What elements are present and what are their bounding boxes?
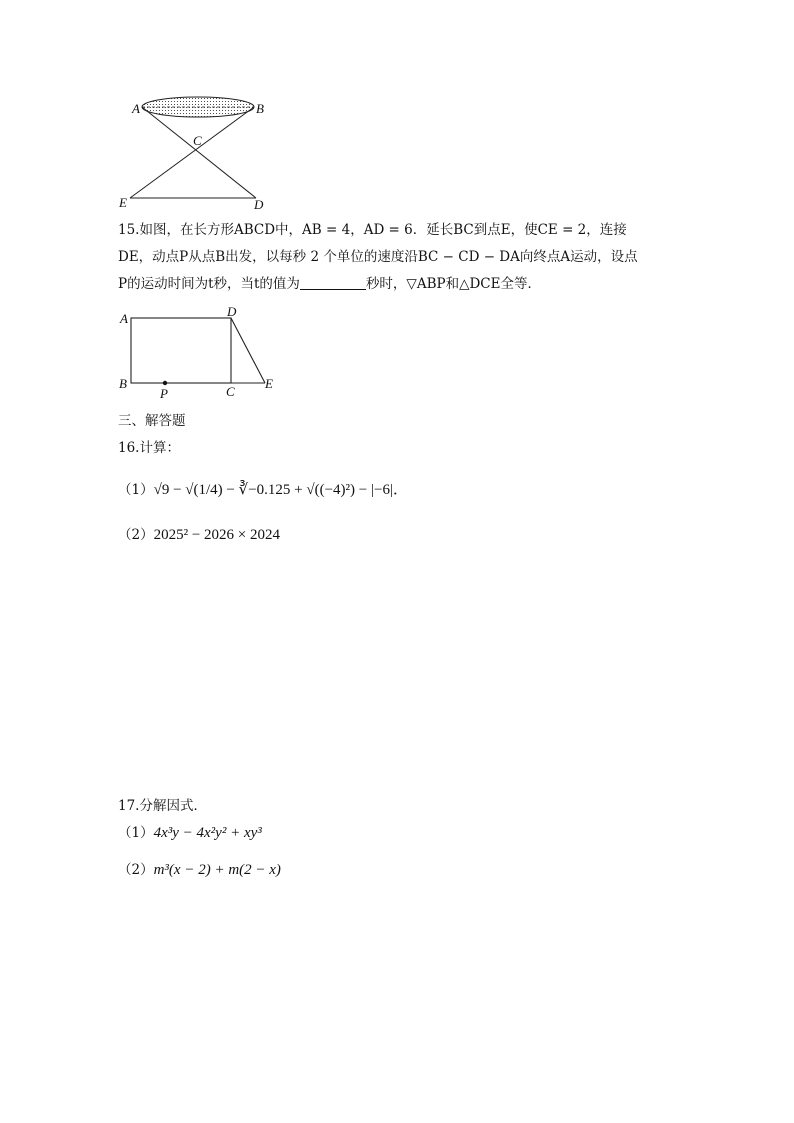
answer-blank[interactable] (300, 275, 366, 290)
q17-part1-expr: 4x³y − 4x²y² + xy³ (153, 825, 262, 841)
line-be (130, 107, 254, 198)
q17-part2-label: （2） (118, 862, 154, 878)
rect-label-a: A (120, 311, 128, 326)
q16-title: 16.计算： (118, 440, 180, 456)
q16-part1-label: （1） (118, 482, 154, 498)
rect-label-c: C (226, 384, 235, 399)
rect-label-p: P (160, 386, 168, 401)
label-e: E (119, 195, 127, 210)
rect-abcd (131, 318, 231, 383)
q15-line3-after: 秒时，▽ABP和△DCE全等． (365, 276, 541, 292)
point-p (163, 381, 167, 385)
q15-line3 (118, 274, 541, 294)
label-d: D (254, 197, 264, 212)
q17-part1-label: （1） (118, 825, 154, 841)
q17-part2 (118, 860, 281, 880)
q16-part2-label: （2） (118, 527, 154, 543)
q15-line2: DE，动点P从点B出发，以每秒 2 个单位的速度沿BC − CD − DA向终点A运动，设点 (118, 249, 638, 265)
q16-part2-expr: 2025² − 2026 × 2024 (153, 527, 281, 543)
label-b: B (256, 101, 264, 116)
line-de (231, 318, 265, 383)
line-ad (142, 107, 256, 198)
q16-part1-expr: √9 − √(1/4) − ∛−0.125 + √((−4)²) − |−6|． (153, 482, 408, 498)
rect-label-e: E (265, 376, 273, 391)
q17-part1 (118, 823, 262, 843)
rect-label-d: D (227, 304, 237, 319)
section-title: 三、解答题 (118, 413, 186, 429)
q17-part2-expr: m³(x − 2) + m(2 − x) (153, 862, 281, 878)
label-c: C (193, 133, 202, 148)
rectangle-figure (120, 310, 280, 400)
q16-part2 (118, 525, 280, 545)
q17-title: 17.分解因式． (118, 798, 207, 814)
q15-line1: 15.如图，在长方形ABCD中，AB = 4，AD = 6．延长BC到点E，使CE = 2，连接 (118, 222, 627, 238)
rect-label-b: B (119, 376, 127, 391)
q16-part1 (118, 480, 408, 500)
label-a: A (132, 101, 140, 116)
q15-line3-before: P的运动时间为t秒，当t的值为 (118, 276, 300, 292)
